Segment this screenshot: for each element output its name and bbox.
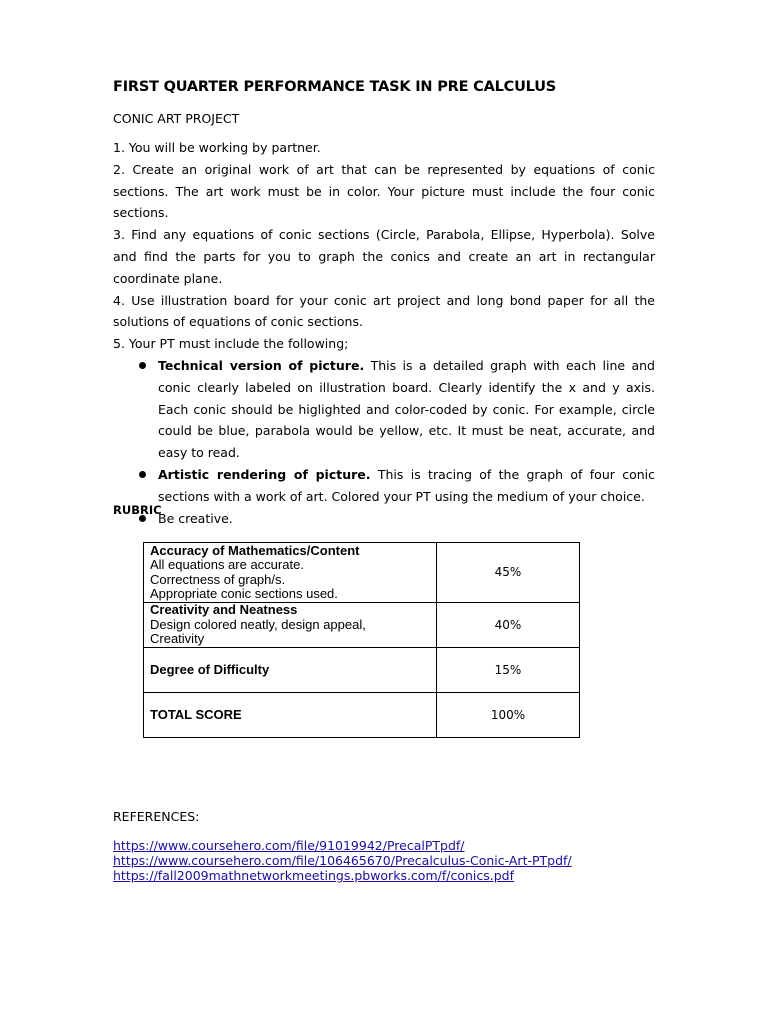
criterion-cell (144, 543, 437, 603)
bullet-lead: Technical version of picture. (158, 357, 365, 373)
percentage-cell: 15% (437, 648, 580, 693)
bullet-text: Be creative. (158, 510, 233, 526)
table-row (144, 543, 580, 603)
instruction-item: 3. Find any equations of conic sections (Circle, Parabola, Ellipse, Hyperbola). Solve and find the parts for you to graph the conics and create an art in rectangular coordinate plane. (113, 227, 655, 286)
table-row (144, 648, 580, 693)
bullet-dot-icon (139, 362, 146, 369)
criterion-name: Degree of Difficulty (150, 661, 270, 677)
page-title: FIRST QUARTER PERFORMANCE TASK IN PRE CALCULUS (113, 79, 557, 95)
percentage-cell: 40% (437, 603, 580, 648)
criterion-detail: Correctness of graph/s. (150, 571, 286, 587)
criterion-detail: Creativity (150, 631, 205, 647)
bullet-item (113, 508, 655, 530)
rubric-heading: RUBRIC (113, 503, 162, 517)
rubric-table (143, 542, 580, 738)
instruction-item: 4. Use illustration board for your conic art project and long bond paper for all the solutions of equations of conic sections. (113, 292, 655, 330)
criterion-cell (144, 603, 437, 648)
criterion-detail: All equations are accurate. (150, 557, 304, 572)
reference-link[interactable]: https://fall2009mathnetworkmeetings.pbworks.com/f/conics.pdf (113, 868, 514, 884)
criterion-name: Creativity and Neatness (150, 602, 298, 618)
criterion-detail: Appropriate conic sections used. (150, 586, 338, 601)
instruction-item: 1. You will be working by partner. (113, 140, 321, 155)
project-subtitle: CONIC ART PROJECT (113, 111, 240, 126)
table-row (144, 693, 580, 738)
instruction-item: 2. Create an original work of art that can be represented by equations of conic sections. The art work must be in color. Your picture must include the four conic sections. (113, 161, 655, 221)
percentage-cell: 100% (437, 693, 580, 738)
criterion-cell (144, 693, 437, 738)
reference-links (113, 838, 572, 884)
table-row (144, 603, 580, 648)
instruction-item: 5. Your PT must include the following; (113, 336, 349, 352)
bullet-text: This is tracing of the graph of four conic sections with a work of art. Colored your PT using the medium of your choice. (158, 466, 655, 504)
bullet-item (113, 464, 655, 508)
references-heading: REFERENCES: (113, 809, 200, 824)
criterion-name: TOTAL SCORE (150, 706, 242, 722)
criterion-detail: Design colored neatly, design appeal, (150, 616, 366, 632)
criterion-cell (144, 648, 437, 693)
instructions (113, 137, 655, 529)
reference-link[interactable]: https://www.coursehero.com/file/106465670/Precalculus-Conic-Art-PTpdf/ (113, 853, 572, 869)
bullet-lead: Artistic rendering of picture. (158, 466, 371, 482)
criterion-name: Accuracy of Mathematics/Content (150, 542, 360, 558)
bullet-text: This is a detailed graph with each line and conic clearly labeled on illustration board. Clearly identify the x and y axis. Each conic should be higlighted and color-coded by conic. For example, circle could be blue, parabola would be yellow, etc. It must be neat, accurate, and easy to read. (158, 357, 655, 461)
bullet-item (113, 355, 655, 464)
percentage-cell: 45% (437, 543, 580, 603)
bullet-dot-icon (139, 471, 146, 478)
reference-link[interactable]: https://www.coursehero.com/file/91019942/PrecalPTpdf/ (113, 838, 465, 853)
